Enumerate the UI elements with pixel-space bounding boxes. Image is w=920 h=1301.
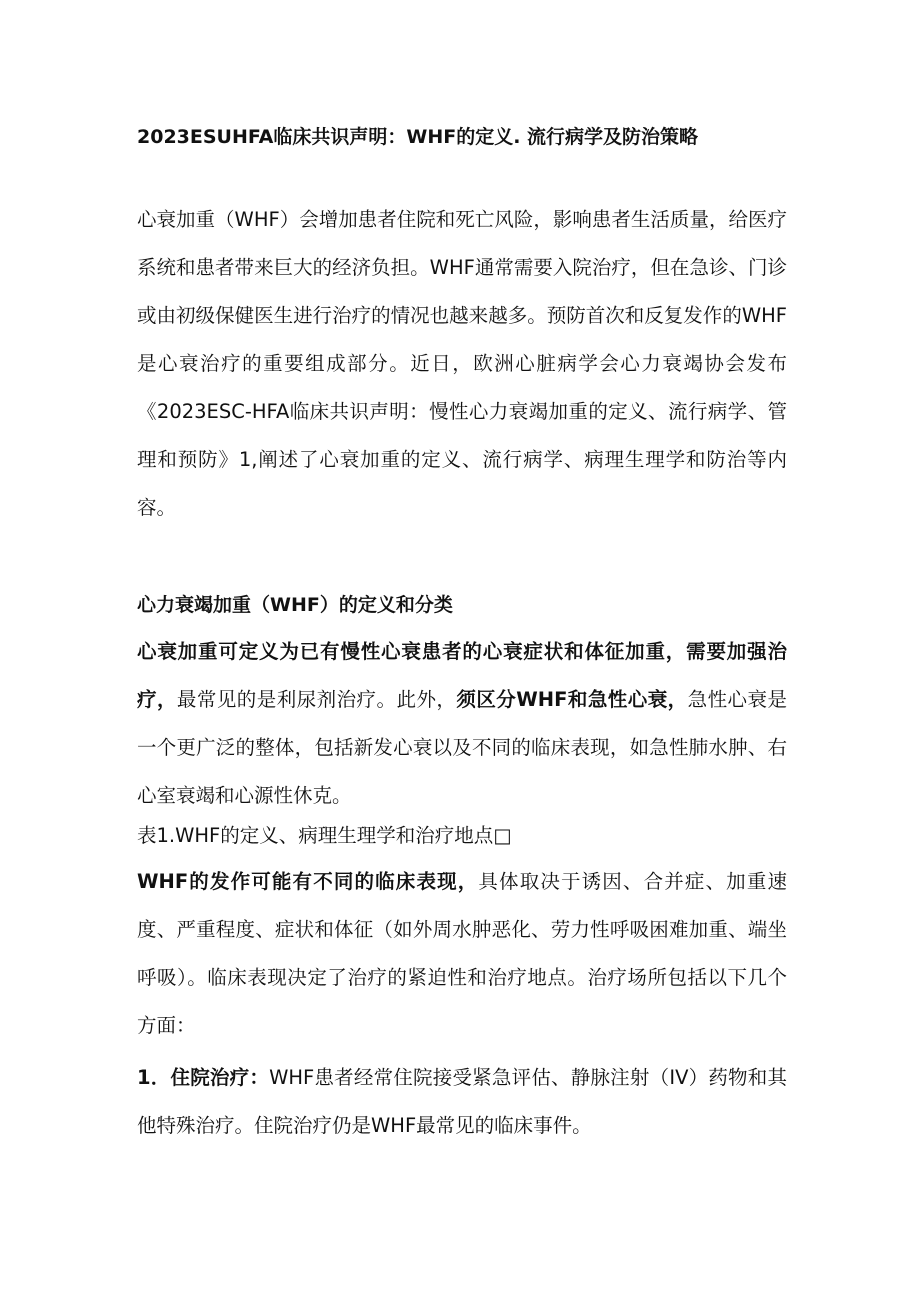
presentation-paragraph — [137, 858, 787, 1050]
list-item-text: WHF患者经常住院接受紧急评估、静脉注射（IV）药物和其他特殊治疗。住院治疗仍是WHF最常见的临床事件。 — [137, 1066, 787, 1137]
table-caption: 表1.WHF的定义、病理生理学和治疗地点□ — [137, 824, 512, 847]
intro-paragraph: 心衰加重（WHF）会增加患者住院和死亡风险，影响患者生活质量，给医疗系统和患者带来巨大的经济负担。WHF通常需要入院治疗，但在急诊、门诊或由初级保健医生进行治疗的情况也越来越多。预防首次和反复发作的WHF是心衰治疗的重要组成部分。近日，欧洲心脏病学会心力衰竭协会发布《2023ESC-HFA临床共识声明：慢性心力衰竭加重的定义、流行病学、管理和预防》1,阐述了心衰加重的定义、流行病学、病理生理学和防治等内容。 — [137, 208, 787, 519]
definition-text-1: 最常见的是利尿剂治疗。此外， — [176, 688, 457, 711]
presentation-text: 具体取决于诱因、合并症、加重速度、严重程度、症状和体征（如外周水肿恶化、劳力性呼吸困难加重、端坐呼吸）。临床表现决定了治疗的紧迫性和治疗地点。治疗场所包括以下几个方面： — [137, 870, 787, 1037]
definition-text-2: 急性心衰是一个更广泛的整体，包括新发心衰以及不同的临床表现，如急性肺水肿、右心室衰竭和心源性休克。 — [137, 688, 787, 807]
list-item-hospitalization — [137, 1054, 787, 1150]
section-heading: 心力衰竭加重（WHF）的定义和分类 — [137, 594, 453, 616]
definition-paragraph — [137, 628, 787, 820]
definition-bold-2: 须区分WHF和急性心衰， — [456, 688, 688, 711]
list-item-label: 1．住院治疗： — [137, 1066, 270, 1089]
definition-bold-1: 心衰加重可定义为已有慢性心衰患者的心衰症状和体征加重，需要加强治疗， — [137, 640, 787, 711]
presentation-bold: WHF的发作可能有不同的临床表现， — [137, 870, 479, 893]
document-title: 2023ESUHFA临床共识声明：WHF的定义. 流行病学及防治策略 — [137, 126, 699, 148]
